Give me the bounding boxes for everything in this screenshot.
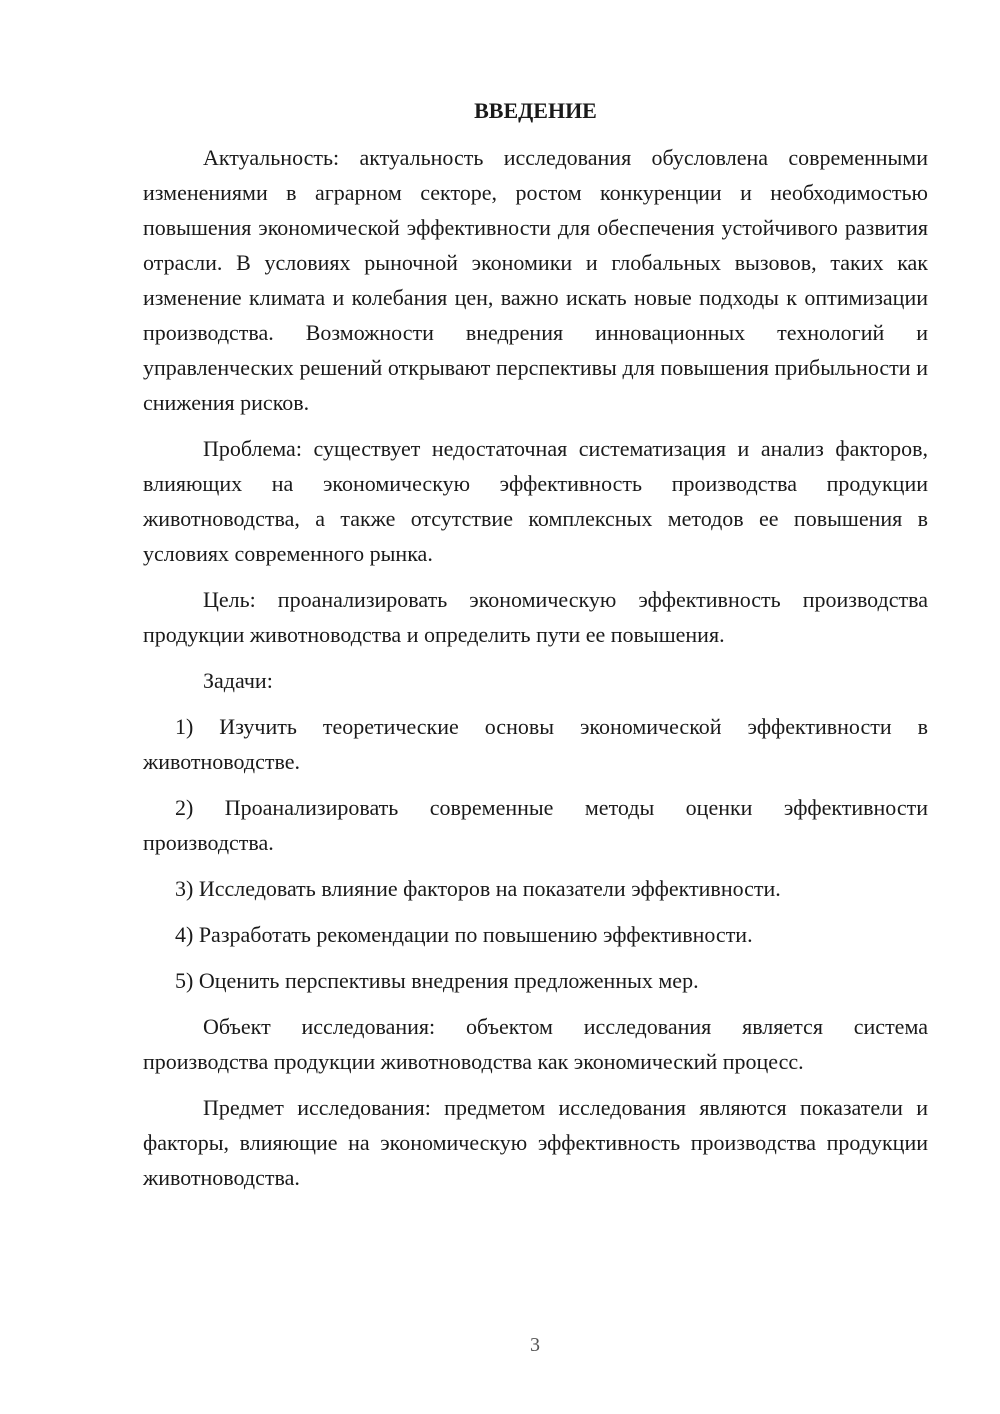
task-item: 5) Оценить перспективы внедрения предложенных мер. xyxy=(175,968,699,993)
object-paragraph: Объект исследования: объектом исследования является система производства продукции животноводства как экономический процесс. xyxy=(143,1014,928,1074)
subject-paragraph: Предмет исследования: предметом исследования являются показатели и факторы, влияющие на экономическую эффективность производства продукции животноводства. xyxy=(143,1095,928,1190)
task-item: 1) Изучить теоретические основы экономической эффективности в животноводстве. xyxy=(143,714,928,774)
task-item: 3) Исследовать влияние факторов на показатели эффективности. xyxy=(175,876,781,901)
goal-paragraph: Цель: проанализировать экономическую эффективность производства продукции животноводства и определить пути ее повышения. xyxy=(143,587,928,647)
relevance-paragraph: Актуальность: актуальность исследования обусловлена современными изменениями в аграрном секторе, ростом конкуренции и необходимостью повышения экономической эффективности для обеспечения устойчивого развития отрасли. В условиях рыночной экономики и глобальных вызовов, таких как изменение климата и колебания цен, важно искать новые подходы к оптимизации производства. Возможности внедрения инновационных технологий и управленческих решений открывают перспективы для повышения прибыльности и снижения рисков. xyxy=(143,145,928,415)
task-item: 2) Проанализировать современные методы оценки эффективности производства. xyxy=(143,795,928,855)
tasks-heading: Задачи: xyxy=(203,668,273,693)
document-page xyxy=(143,96,928,1206)
page-title: ВВЕДЕНИЕ xyxy=(474,98,597,123)
page-number: 3 xyxy=(530,1334,540,1356)
task-item: 4) Разработать рекомендации по повышению эффективности. xyxy=(175,922,753,947)
problem-paragraph: Проблема: существует недостаточная систематизация и анализ факторов, влияющих на экономическую эффективность производства продукции животноводства, а также отсутствие комплексных методов ее повышения в условиях современного рынка. xyxy=(143,436,928,566)
